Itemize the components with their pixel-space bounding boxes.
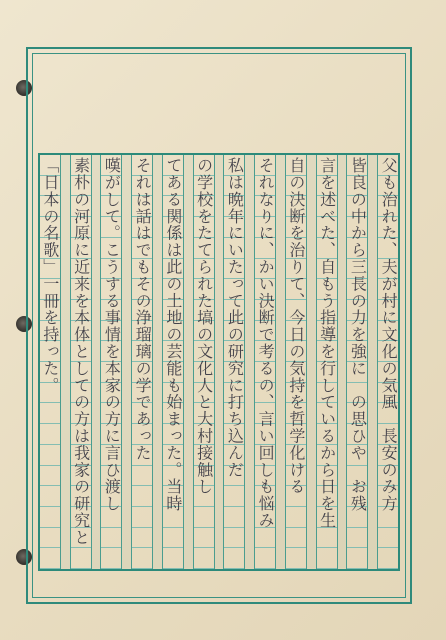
text-column [316,155,337,569]
handwritten-line: それは話はでもその浄瑠璃の学であった [133,157,152,462]
text-column [193,155,214,569]
ruby-gutter-column [91,155,101,569]
header-band [33,54,405,150]
handwritten-line: 皆良の中から三長の力を強に の思ひや お残 [348,157,368,512]
handwritten-line: それなりに、かい決断で考るの、言い回しも悩み [256,157,275,529]
text-column [346,155,367,569]
ruby-gutter-column [183,155,193,569]
handwritten-line: 「日本の名歌」一冊を持った。 [40,157,60,394]
text-column [285,155,306,569]
ruby-gutter-column [275,155,285,569]
ruby-gutter-column [367,155,377,569]
handwritten-line: てある関係は此の土地の芸能も始まった。当時 [163,157,183,512]
ruby-gutter-column [337,155,347,569]
text-column [40,155,60,569]
ruby-gutter-column [214,155,224,569]
text-column [377,155,398,569]
handwritten-line: 父も治れた、夫が村に文化の気風 長安のみ方 [379,157,398,512]
text-column [70,155,91,569]
text-column [254,155,275,569]
text-column [162,155,183,569]
ruby-gutter-column [121,155,131,569]
text-column [223,155,244,569]
ruby-gutter-column [244,155,254,569]
handwritten-line: の学校をたてられた塙の文化人と大村接触し [194,157,214,495]
manuscript-grid [38,153,400,571]
handwritten-line: 言を述べた、自もう指導を行しているから日を生 [317,157,337,529]
text-column [131,155,152,569]
handwritten-line: 私は晩年にいたって此の研究に打ち込んだ [225,157,245,479]
handwritten-line: 嘆がして。こうする事情を本家の方に言ひ渡し [102,157,122,512]
handwritten-line: 自の決断を治りて、今日の気持を哲学化ける [286,157,306,495]
text-column [100,155,121,569]
ruby-gutter-column [152,155,162,569]
ruby-gutter-column [306,155,316,569]
handwritten-line: 素朴の河原に近来を本体としての方は我家の研究と [71,157,91,546]
ruby-gutter-column [60,155,70,569]
